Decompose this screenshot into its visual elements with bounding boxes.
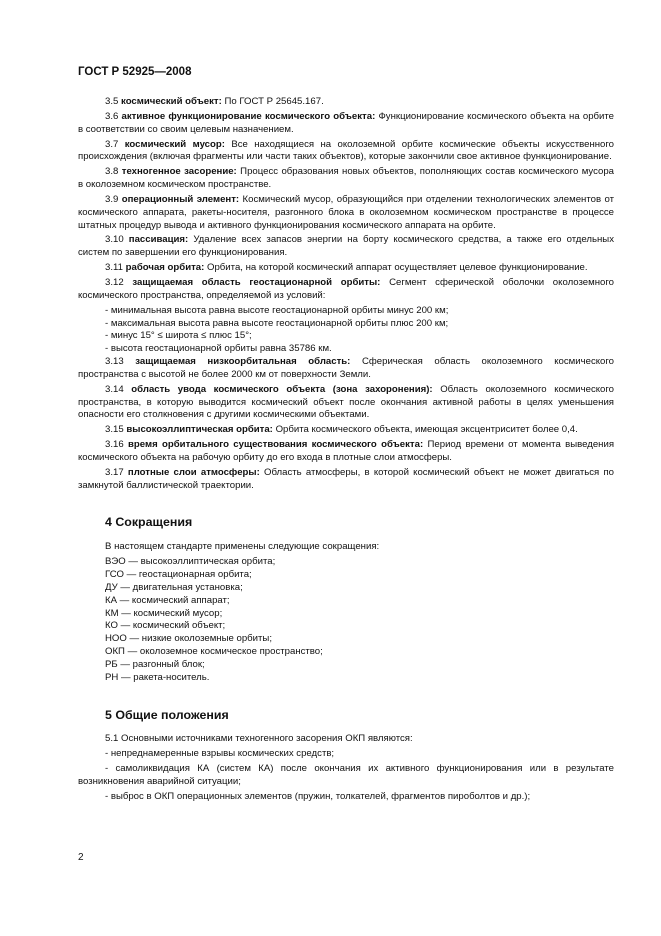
term-text: Орбита, на которой космический аппарат осуществляет целевое функционирование. xyxy=(207,262,588,274)
terms-list-continued xyxy=(78,356,614,492)
term-number: 3.14 xyxy=(105,383,124,395)
term-text: Орбита космического объекта, имеющая эксцентриситет более 0,4. xyxy=(275,424,578,436)
term-text: Все находящиеся на околоземной орбите космические объекты искусственного происхождения (включая фрагменты или части таких объектов), которые закончили свое активное функционирование. xyxy=(78,138,615,163)
term-definition xyxy=(78,166,614,192)
term-number: 3.13 xyxy=(105,356,124,368)
term-text: Функционирование космического объекта на орбите в соответствии со своим целевым назначением. xyxy=(78,110,615,135)
term-text: Сегмент сферической оболочки околоземного космического пространства, определяемой из условий: xyxy=(78,276,614,301)
term-definition xyxy=(78,439,614,465)
section-4-title: 4 Сокращения xyxy=(105,515,193,530)
section-4-intro: В настоящем стандарте применены следующие сокращения: xyxy=(105,541,380,553)
term-name: рабочая орбита: xyxy=(125,262,205,274)
abbreviation-item: НОО — низкие околоземные орбиты; xyxy=(105,633,272,645)
condition-item: - максимальная высота равна высоте геостационарной орбиты плюс 200 км; xyxy=(105,317,449,329)
term-number: 3.12 xyxy=(105,276,124,288)
term-text: Область атмосферы, в которой космический объект не может двигаться по замкнутой баллистической траектории. xyxy=(78,466,614,491)
term-number: 3.15 xyxy=(105,424,124,436)
term-name: высокоэллиптическая орбита: xyxy=(126,424,273,436)
term-name: техногенное засорение: xyxy=(121,166,237,178)
term-text: Удаление всех запасов энергии на борту космического средства, а также его отдельных систем по завершении его функционирования. xyxy=(78,234,614,259)
condition-item: - минимальная высота равна высоте геостационарной орбиты минус 200 км; xyxy=(105,304,449,316)
condition-item: - минус 15° ≤ широта ≤ плюс 15°; xyxy=(105,330,252,342)
term-definition xyxy=(78,111,614,137)
term-text: Сферическая область околоземного космического пространства с высотой не более 2000 км от поверхности Земли. xyxy=(78,356,615,380)
term-name: время орбитального существования космического объекта: xyxy=(128,439,424,451)
term-text: Процесс образования новых объектов, пополняющих состав космического мусора в околоземном космическом пространстве. xyxy=(78,166,615,191)
term-definition xyxy=(78,384,614,423)
term-name: область увода космического объекта (зона захоронения): xyxy=(131,383,433,395)
term-definition xyxy=(78,194,614,233)
term-number: 3.9 xyxy=(105,193,119,205)
terms-list xyxy=(78,96,614,303)
term-number: 3.8 xyxy=(105,166,119,178)
term-definition xyxy=(78,262,614,275)
document-body xyxy=(78,96,614,806)
abbreviation-item: ОКП — околоземное космическое пространство; xyxy=(105,646,323,658)
term-name: активное функционирование космического объекта: xyxy=(121,110,376,122)
term-name: защищаемая низкоорбитальная область: xyxy=(135,356,351,368)
abbreviation-item: КА — космический аппарат; xyxy=(105,594,230,606)
term-name: космический объект: xyxy=(121,96,222,107)
term-definition xyxy=(78,139,614,165)
abbreviation-item: РН — ракета-носитель. xyxy=(105,671,210,683)
term-definition xyxy=(78,234,614,260)
abbreviation-item: КМ — космический мусор; xyxy=(105,607,223,619)
condition-item: - высота геостационарной орбиты равна 35786 км. xyxy=(105,343,332,355)
term-definition xyxy=(78,356,614,382)
source-item: - самоликвидация КА (систем КА) после окончания их активного функционирования или в результате возникновения аварийной ситуации; xyxy=(78,763,614,787)
term-number: 3.11 xyxy=(105,262,123,274)
term-text: По ГОСТ Р 25645.167. xyxy=(224,96,324,107)
source-item: - выброс в ОКП операционных элементов (пружин, толкателей, фрагментов пироболтов и др.); xyxy=(105,790,531,802)
term-name: космический мусор: xyxy=(124,138,225,150)
term-number: 3.17 xyxy=(105,466,124,478)
page-number: 2 xyxy=(78,852,84,863)
term-number: 3.6 xyxy=(105,110,119,122)
section-5-paragraph: 5.1 Основными источниками техногенного засорения ОКП являются: xyxy=(105,733,413,745)
abbreviation-item: ДУ — двигательная установка; xyxy=(105,581,243,593)
sources-list xyxy=(78,748,614,803)
abbreviation-item: ГСО — геостационарная орбита; xyxy=(105,569,252,580)
abbreviation-item: КО — космический объект; xyxy=(105,620,226,632)
term-name: плотные слои атмосферы: xyxy=(127,466,260,478)
term-text: Период времени от момента выведения космического объекта на рабочую орбиту до его входа в плотные слои атмосферы. xyxy=(78,439,615,463)
term-definition xyxy=(78,424,614,437)
term-definition xyxy=(78,467,614,493)
term-number: 3.10 xyxy=(105,234,124,246)
source-item: - непреднамеренные взрывы космических средств; xyxy=(105,748,335,760)
abbreviation-item: РБ — разгонный блок; xyxy=(105,658,205,670)
term-text: Космический мусор, образующийся при отделении технологических элементов от космического аппарата, ракеты-носителя, разгонного блока в околоземном космическом пространстве в процессе штатных процедур вывода и активного функционирования космического аппарата на орбите. xyxy=(78,193,614,231)
section-5-title: 5 Общие положения xyxy=(105,707,229,722)
abbreviations-list xyxy=(78,556,614,684)
term-name: пассивация: xyxy=(128,234,189,246)
document-header: ГОСТ Р 52925—2008 xyxy=(78,66,192,78)
term-text: Область околоземного космического пространства, в которую выводится космический объект после окончания активной работы в целях уменьшения опасности его столкновения с другими космическими объектами. xyxy=(78,383,615,421)
term-definition xyxy=(78,277,614,303)
term-number: 3.7 xyxy=(105,138,119,150)
term-definition xyxy=(78,96,614,109)
term-number: 3.5 xyxy=(105,96,119,107)
geo-conditions-list xyxy=(78,305,614,356)
term-name: защищаемая область геостационарной орбиты: xyxy=(132,276,381,288)
term-number: 3.16 xyxy=(105,439,124,451)
term-name: операционный элемент: xyxy=(121,193,240,205)
abbreviation-item: ВЭО — высокоэллиптическая орбита; xyxy=(105,556,276,568)
